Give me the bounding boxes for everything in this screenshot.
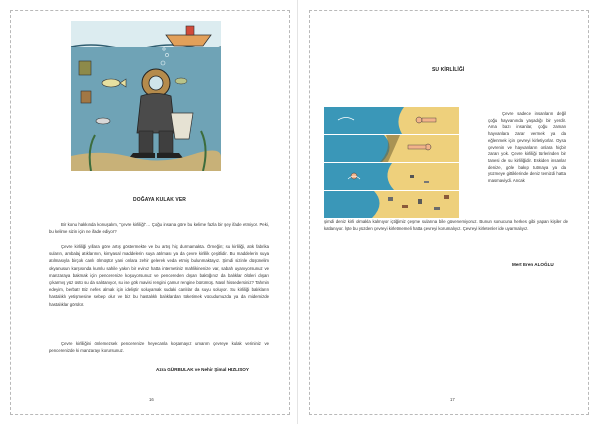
left-page xyxy=(10,10,290,415)
diver-cartoon xyxy=(71,21,221,171)
left-page-author: Azra GÜRBULAK ve Nehir Şimal HIZLISOY xyxy=(156,367,249,372)
left-page-title: DOĞAYA KULAK VER xyxy=(133,197,186,203)
right-page-title: SU KİRLİLİĞİ xyxy=(432,67,465,73)
beach-cartoon xyxy=(324,107,459,218)
right-page-number: 17 xyxy=(450,397,455,402)
left-paragraph-2: Çevre kirliliği yıllara göre artış göstermekte ve bu artış hiç durmamakta. Örneğin; su kirliliği, atık fabrika suların, ambalaj atıklarının, kimyasal maddelerin suya atılması ya da çevre kirlilik çeşitlidir. Bu maddelerin suya atılmasıyla birçok canlı ölmüştür yani onlara zehir gelerek veda etmiş bulunmaktayız. Şimdi sizinle düşünelim okyanusun karşısında kumlu sahile yakın bir evinız hatta internetiniz mahlikinenize var, sabah uyanıyorsunuz ve manzaraya bakmak için pencerenize koşuyorsunuz ve pencereden dışarı baktığınız da balıklar ölüleri dışarı çıkarmış yüz üstü su da salıtanıyor, su ise gök mavisi rengini çamur rengine bürümüş. Nasıl hissedersiniz? Tahmin edeyim, berbat! Biz nefes almak için ideliştir soluyamak sudaki canlılar da suyu soluyor. Su kirliliği balıkların hastalıklı yetişmesine sebep olur ve biz bu hastalıklı balıklardan tüketimek vücudumuzda ya da midemizde hastalıklar görülür. xyxy=(49,244,269,307)
left-paragraph-1: Bir konu hakkında konuşalım, "çevre kirliliği"… Çoğu insana göre bu kelime fazla bir şey ifade etmiyor. Peki, bu kelime sizin için ne ifade ediyor? xyxy=(49,222,269,235)
right-paragraph-side: Çevre sadece insanların değil çoğu hayvanında yaşadığı bir yerdir. Ama bazı insanlar, çoğu zaman hayvanlara zarar vermek ya da eğlenmek için çevreyi kirletiyorlar. Oysa çevrenin ve hayvanların onlara hiçbir zararı yok. Çevre kirliliği türlerinden bir tanesi de su kirliliğidir. Eskiden insanlar denize, göle bakıp tutmaya ya da yüzmeye gittiklerinde deniz temizdi hatta masmaviydi. Ancak xyxy=(488,111,566,184)
left-paragraph-3: Çevre kirliliğini önlemezsek pencerenize heyecanla koşamayız umarım çevreye kulak verininiz ve pencerenizde ki manzarayı korursunuz. xyxy=(49,341,269,354)
right-page xyxy=(309,10,589,415)
page-fold xyxy=(297,0,298,424)
right-page-author: Mert Eren ALOĞLU xyxy=(512,262,554,267)
diver-cartoon-illustration xyxy=(71,21,221,171)
right-paragraph-full: şimdi deniz kirli olmakla kalmıyor içtiğimiz çeşme sularına bile güvenemiyoruz. Bunun sonucuna herkes gibi yapan kişiler de katlanıyor. İşte bu yüzden çevreyi kirletmemeli hatta çevreyi korumalıyız. Çevreyi kirletenler ide uyarmalıyız. xyxy=(324,219,568,231)
beach-cartoon-illustration xyxy=(324,107,459,218)
left-page-number: 16 xyxy=(149,397,154,402)
